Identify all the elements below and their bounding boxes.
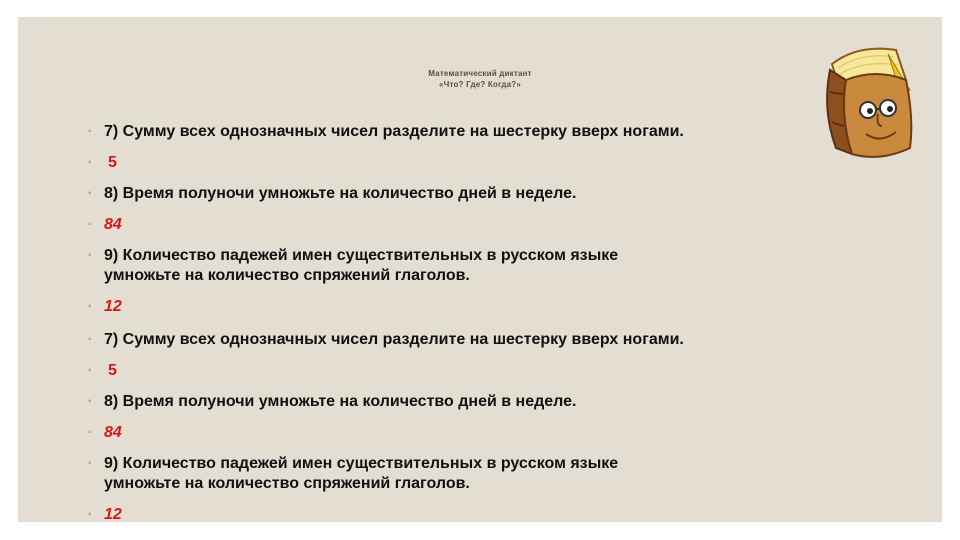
answer-text: 12 [104, 298, 122, 315]
bullet-icon: ◦ [88, 458, 92, 469]
list-item [88, 505, 888, 525]
question-text: 7) Сумму всех однозначных чисел разделите на шестерку вверх ногами. [104, 331, 684, 348]
question-text: 8) Время полуночи умножьте на количество дней в неделе. [104, 393, 577, 410]
bullet-icon: ◦ [88, 188, 92, 199]
page-title [330, 68, 630, 90]
answer-text: 5 [108, 154, 117, 171]
bullet-icon: ◦ [88, 250, 92, 261]
bullet-icon: ◦ [88, 219, 92, 230]
title-line-2: «Что? Где? Когда?» [438, 80, 521, 89]
list-item [88, 361, 888, 381]
list-item [88, 392, 888, 412]
question-text: 7) Сумму всех однозначных чисел разделите на шестерку вверх ногами. [104, 123, 684, 140]
answer-text: 12 [104, 506, 122, 523]
list-item [88, 330, 888, 350]
bullet-icon: ◦ [88, 126, 92, 137]
question-text: 9) Количество падежей имен существительных в русском языке [104, 455, 619, 472]
title-line-1: Математический диктант [428, 69, 532, 78]
list-item [88, 215, 888, 235]
question-text-cont: умножьте на количество спряжений глаголов. [104, 267, 470, 284]
question-text-cont: умножьте на количество спряжений глаголов. [104, 475, 470, 492]
list-item [88, 153, 888, 173]
bullet-icon: ◦ [88, 334, 92, 345]
answer-text: 84 [104, 424, 122, 441]
bullet-icon: ◦ [88, 427, 92, 438]
question-text: 8) Время полуночи умножьте на количество дней в неделе. [104, 185, 577, 202]
bullet-icon: ◦ [88, 396, 92, 407]
bullet-icon: ◦ [88, 365, 92, 376]
list-item [88, 297, 888, 317]
bullet-icon: ◦ [88, 301, 92, 312]
bullet-icon: ◦ [88, 157, 92, 168]
list-item [88, 184, 888, 204]
list-item [88, 246, 888, 286]
answer-text: 84 [104, 216, 122, 233]
list-item [88, 454, 888, 494]
question-text: 9) Количество падежей имен существительных в русском языке [104, 247, 619, 264]
bullet-icon: ◦ [88, 509, 92, 520]
list-item [88, 423, 888, 443]
book-character-icon [818, 30, 928, 160]
answer-text: 5 [108, 362, 117, 379]
bullet-list [88, 122, 888, 525]
list-item [88, 122, 888, 142]
